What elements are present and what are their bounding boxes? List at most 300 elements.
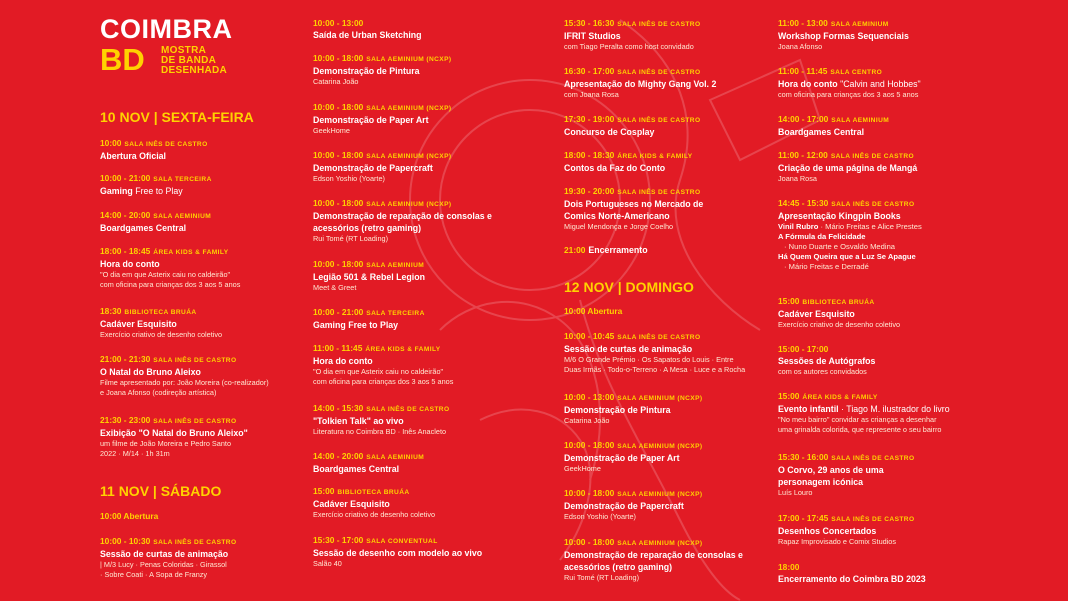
event-time-value: 10:00 - 18:00 <box>313 150 364 160</box>
event-title <box>313 319 523 331</box>
event-title <box>564 162 774 174</box>
event-item <box>100 536 310 580</box>
event-title-text: Cadáver Esquisito <box>100 319 177 329</box>
event-time-value: 10:00 - 10:45 <box>564 331 615 341</box>
event-title <box>778 162 988 174</box>
book-line <box>778 222 988 232</box>
event-time <box>313 259 523 271</box>
event-time <box>100 210 310 222</box>
event-time <box>778 452 928 464</box>
event-time-value: 18:30 <box>100 306 122 316</box>
event-title-text: Demonstração de Pintura <box>313 66 420 76</box>
event-time-value: 14:00 - 15:30 <box>313 403 364 413</box>
event-time <box>313 198 493 210</box>
event-venue: SALA AEMINIUM (NCXP) <box>366 201 452 208</box>
event-detail: · Sobre Coati · A Sopa de Franzy <box>100 570 208 579</box>
event-time <box>100 415 310 427</box>
event-time-value: 10:00 - 10:30 <box>100 536 151 546</box>
event-time-value: 21:00 - 21:30 <box>100 354 151 364</box>
event-time <box>564 18 774 30</box>
event-item <box>313 150 523 184</box>
book-title: Há Quem Queira que a Luz Se Apague <box>778 252 916 261</box>
event-time-value: 17:30 - 19:00 <box>564 114 615 124</box>
event-time <box>778 513 988 525</box>
event-venue: SALA INÊS DE CASTRO <box>617 21 701 28</box>
event-title <box>564 500 774 512</box>
event-title-text: Dois Portugueses no Mercado de Comics Norte-Americano <box>564 199 704 221</box>
event-venue: BIBLIOTECA BRUÁA <box>802 299 875 306</box>
coimbra-bd-logo <box>100 16 300 86</box>
event-venue: SALA AEMINIUM (NCXP) <box>366 153 452 160</box>
event-venue: SALA INÊS DE CASTRO <box>617 189 701 196</box>
event-venue: BIBLIOTECA BRUÁA <box>337 489 410 496</box>
event-title-text: Boardgames Central <box>313 464 400 474</box>
day-heading-11-nov: 11 NOV | SÁBADO <box>100 483 222 499</box>
event-detail: Catarina João <box>564 416 610 425</box>
event-item <box>564 114 774 138</box>
event-venue: SALA AEMINIUM <box>831 117 890 124</box>
book-authors: · Mário Freitas e Alice Prestes <box>818 222 922 231</box>
event-title-text: Boardgames Central <box>100 223 187 233</box>
event-detail: Rui Tomé (RT Loading) <box>564 573 640 582</box>
book-authors: · Mário Freitas e Derradé <box>784 262 869 271</box>
event-title-text: Evento infantil <box>778 404 839 414</box>
book-line <box>778 252 988 262</box>
event-time-value: 15:30 - 17:00 <box>313 535 364 545</box>
event-title-text: Sessão de desenho com modelo ao vivo <box>313 548 483 558</box>
event-venue: SALA CENTRO <box>830 69 883 76</box>
event-item <box>778 114 988 138</box>
event-time-value: 16:30 - 17:00 <box>564 66 615 76</box>
event-title <box>564 30 774 42</box>
event-venue: ÁREA KIDS & FAMILY <box>365 346 441 353</box>
event-time-value: 14:00 - 20:00 <box>313 451 364 461</box>
event-item <box>313 259 523 293</box>
event-time <box>100 536 310 548</box>
event-time-value: 15:00 <box>313 486 335 496</box>
event-detail: Duas Irmãs · Todo-o-Terreno · A Mesa · Luce e a Rocha <box>564 365 746 374</box>
event-venue: SALA AEMINIUM <box>153 213 212 220</box>
book-line <box>778 262 988 272</box>
event-title-text: Demonstração de reparação de consolas e acessórios (retro gaming) <box>313 211 492 233</box>
event-title <box>778 573 988 585</box>
event-item <box>564 66 774 100</box>
event-time <box>778 344 988 355</box>
event-detail: Filme apresentado por: João Moreira (co-realizador) <box>100 378 269 387</box>
event-item <box>100 415 310 459</box>
event-detail: Edson Yoshio (Yoarte) <box>564 512 636 521</box>
event-time <box>313 403 523 415</box>
event-time <box>564 186 714 198</box>
event-detail: 2022 · M/14 · 1h 31m <box>100 449 170 458</box>
event-detail: Rui Tomé (RT Loading) <box>313 234 389 243</box>
event-title <box>313 114 523 126</box>
event-venue: SALA INÊS DE CASTRO <box>153 418 237 425</box>
event-venue: SALA INÊS DE CASTRO <box>831 516 915 523</box>
event-item <box>313 102 523 136</box>
event-venue: SALA INÊS DE CASTRO <box>617 117 701 124</box>
event-time-value: 10:00 - 18:00 <box>313 102 364 112</box>
event-item <box>564 331 774 375</box>
event-title <box>564 452 774 464</box>
event-title-text: Sessões de Autógrafos <box>778 356 876 366</box>
event-title-text: Concurso de Cosplay <box>564 127 655 137</box>
event-item <box>778 562 988 585</box>
event-item <box>778 198 988 272</box>
event-item <box>778 513 988 547</box>
event-time <box>100 306 310 318</box>
event-time <box>564 331 774 343</box>
event-venue: SALA INÊS DE CASTRO <box>366 406 450 413</box>
event-title: Encerramento <box>588 245 648 255</box>
event-item <box>778 18 988 52</box>
event-item <box>100 246 310 290</box>
event-detail: com oficina para crianças dos 3 aos 5 anos <box>100 280 241 289</box>
event-item <box>313 198 493 244</box>
event-item <box>564 440 774 474</box>
event-title <box>564 343 774 355</box>
event-item <box>778 452 928 498</box>
event-time-value: 11:00 - 13:00 <box>778 18 828 28</box>
event-time-value: 10:00 - 21:00 <box>313 307 364 317</box>
event-title <box>313 498 523 510</box>
event-title-text: Apresentação Kingpin Books <box>778 211 901 221</box>
event-item <box>778 296 988 330</box>
logo-title: COIMBRA <box>100 14 233 44</box>
event-time <box>778 114 988 126</box>
event-detail: Catarina João <box>313 77 359 86</box>
book-line <box>778 242 988 252</box>
event-title-text: Criação de uma página de Mangá <box>778 163 918 173</box>
event-time <box>564 114 774 126</box>
event-title-text: Saída de Urban Sketching <box>313 30 422 40</box>
event-time <box>564 245 774 256</box>
event-detail: | M/3 Lucy · Penas Coloridas · Girassol <box>100 560 227 569</box>
event-detail: Meet & Greet <box>313 283 357 292</box>
event-detail: Edson Yoshio (Yoarte) <box>313 174 385 183</box>
event-venue: ÁREA KIDS & FAMILY <box>153 249 229 256</box>
event-venue: SALA AEMINIUM (NCXP) <box>366 105 452 112</box>
event-time-value: 10:00 Abertura <box>100 511 159 521</box>
event-time <box>313 451 523 463</box>
event-venue: SALA TERCEIRA <box>153 176 212 183</box>
event-time-value: 11:00 - 11:45 <box>778 66 828 76</box>
event-time <box>100 354 310 366</box>
event-time <box>564 150 774 162</box>
event-title <box>313 415 523 427</box>
event-venue: SALA INÊS DE CASTRO <box>830 153 915 160</box>
event-item <box>100 511 310 522</box>
event-item <box>778 344 988 377</box>
event-title-text: Desenhos Concertados <box>778 526 877 536</box>
event-time <box>313 150 523 162</box>
event-time <box>100 246 310 258</box>
event-title <box>778 355 988 367</box>
day-heading-10-nov: 10 NOV | SEXTA-FEIRA <box>100 109 254 125</box>
event-venue: SALA AEMINIUM (NCXP) <box>617 395 703 402</box>
event-title <box>778 78 988 90</box>
event-venue: SALA INÊS DE CASTRO <box>153 357 237 364</box>
event-venue: SALA AEMINIUM (NCXP) <box>366 56 452 63</box>
event-title <box>100 548 310 560</box>
event-detail: um filme de João Moreira e Pedro Santo <box>100 439 232 448</box>
event-time-value: 14:45 - 15:30 <box>778 198 829 208</box>
event-title-text: O Natal do Bruno Aleixo <box>100 367 201 377</box>
event-time-value: 10:00 - 21:00 <box>100 173 151 183</box>
event-venue: SALA INÊS DE CASTRO <box>617 69 701 76</box>
event-item <box>564 488 774 522</box>
event-title <box>778 525 988 537</box>
event-title <box>313 210 493 234</box>
event-time-value: 15:30 - 16:30 <box>564 18 615 28</box>
event-time <box>564 306 774 317</box>
event-detail: com Tiago Peralta como host convidado <box>564 42 694 51</box>
event-title-extra: "Calvin and Hobbes" <box>837 79 921 89</box>
event-title <box>778 30 988 42</box>
event-time-value: 10:00 Abertura <box>564 306 623 316</box>
event-time <box>778 562 988 573</box>
event-title-text: Sessão de curtas de animação <box>100 549 229 559</box>
event-title-text: Demonstração de Paper Art <box>313 115 429 125</box>
event-venue: SALA AEMINIUM <box>366 262 425 269</box>
event-detail: e Joana Afonso (codireção artística) <box>100 388 217 397</box>
event-venue: BIBLIOTECA BRUÁA <box>124 309 197 316</box>
event-title-text: Cadáver Esquisito <box>313 499 390 509</box>
event-detail: Exercício criativo de desenho coletivo <box>313 510 436 519</box>
event-item <box>564 392 774 426</box>
event-title-text: Demonstração de Paper Art <box>564 453 680 463</box>
event-time <box>564 66 774 78</box>
event-time-value: 11:00 - 11:45 <box>313 343 363 353</box>
event-title <box>564 126 774 138</box>
event-venue: SALA AEMINIUM (NCXP) <box>617 491 703 498</box>
event-title-text: IFRIT Studios <box>564 31 621 41</box>
event-item <box>564 306 774 317</box>
event-title <box>778 126 988 138</box>
event-title <box>100 150 310 162</box>
event-time-value: 15:30 - 16:00 <box>778 452 829 462</box>
book-title: Vinil Rubro <box>778 222 819 231</box>
event-title <box>100 427 310 439</box>
event-time-value: 10:00 - 18:00 <box>564 537 615 547</box>
event-venue: SALA AEMINIUM (NCXP) <box>617 443 703 450</box>
event-venue: SALA INÊS DE CASTRO <box>831 201 915 208</box>
event-item <box>313 451 523 475</box>
event-item <box>313 403 523 437</box>
event-detail: Joana Afonso <box>778 42 823 51</box>
event-item <box>564 245 774 256</box>
event-time <box>313 53 523 65</box>
event-detail: "O dia em que Asterix caiu no caldeirão" <box>313 367 444 376</box>
logo-bd: BD <box>100 42 145 77</box>
event-title-text: Hora do conto <box>100 259 160 269</box>
event-title-text: "Tolkien Talk" ao vivo <box>313 416 404 426</box>
day-heading-12-nov: 12 NOV | DOMINGO <box>564 279 694 295</box>
event-item <box>313 535 523 569</box>
event-title-text: Demonstração de Papercraft <box>313 163 433 173</box>
event-venue: SALA AEMINIUM (NCXP) <box>617 540 703 547</box>
event-title <box>100 318 310 330</box>
event-item <box>313 486 523 520</box>
event-time-value: 10:00 - 18:00 <box>313 198 364 208</box>
event-title-text: Gaming <box>100 186 133 196</box>
book-title: A Fórmula da Felicidade <box>778 232 866 241</box>
event-detail: "No meu bairro" convidar as crianças a desenhar <box>778 415 937 424</box>
event-time <box>778 198 988 210</box>
event-time-value: 10:00 - 18:00 <box>313 259 364 269</box>
event-time-value: 15:00 <box>778 391 800 401</box>
event-detail: "O dia em que Asterix caiu no caldeirão" <box>100 270 231 279</box>
event-item <box>100 138 310 162</box>
event-time <box>564 440 774 452</box>
event-title <box>313 355 523 367</box>
logo-tagline: MOSTRA DE BANDA DESENHADA <box>161 45 228 76</box>
event-time-value: 10:00 <box>100 138 122 148</box>
event-time-value: 18:00 - 18:30 <box>564 150 615 160</box>
event-title-extra: · Tiago M. ilustrador do livro <box>838 404 950 414</box>
event-title <box>100 222 310 234</box>
event-time-value: 14:00 - 20:00 <box>100 210 151 220</box>
event-time <box>778 66 988 78</box>
event-time-value: 19:30 - 20:00 <box>564 186 615 196</box>
event-title-text: Legião 501 & Rebel Legion <box>313 272 425 282</box>
event-detail: GeekHome <box>564 464 601 473</box>
event-time <box>564 488 774 500</box>
event-time <box>564 537 764 549</box>
event-title-extra: Free to Play <box>132 186 183 196</box>
event-title-text: Boardgames Central <box>778 127 865 137</box>
event-detail: com oficina para crianças dos 3 aos 5 anos <box>778 90 919 99</box>
event-title-text: Encerramento do Coimbra BD 2023 <box>778 574 926 584</box>
event-item <box>100 210 310 234</box>
event-item <box>313 18 523 41</box>
event-title <box>564 549 764 573</box>
event-detail: Luís Louro <box>778 488 813 497</box>
event-title <box>564 404 774 416</box>
event-time-value: 10:00 - 13:00 <box>313 18 364 28</box>
event-item <box>564 18 774 52</box>
event-time <box>313 535 523 547</box>
event-title <box>564 78 774 90</box>
event-detail: com os autores convidados <box>778 367 867 376</box>
event-time <box>564 392 774 404</box>
event-title <box>100 185 310 197</box>
event-time-value: 18:00 <box>778 562 800 572</box>
event-venue: SALA TERCEIRA <box>366 310 425 317</box>
event-detail: com Joana Rosa <box>564 90 619 99</box>
book-line <box>778 232 988 242</box>
event-title <box>313 162 523 174</box>
event-detail: GeekHome <box>313 126 350 135</box>
event-venue: ÁREA KIDS & FAMILY <box>802 394 878 401</box>
event-detail: Miguel Mendonça e Jorge Coelho <box>564 222 674 231</box>
event-title <box>778 308 988 320</box>
event-title-text: Hora do conto <box>313 356 373 366</box>
event-item <box>100 173 310 197</box>
book-authors: · Nuno Duarte e Osvaldo Medina <box>784 242 896 251</box>
event-time <box>100 173 310 185</box>
event-detail: Exercício criativo de desenho coletivo <box>100 330 223 339</box>
event-detail: Rapaz Improvisado e Comix Studios <box>778 537 897 546</box>
event-title <box>100 258 310 270</box>
event-time-value: 10:00 - 13:00 <box>564 392 615 402</box>
event-title-text: Demonstração de reparação de consolas e acessórios (retro gaming) <box>564 550 743 572</box>
event-venue: ÁREA KIDS & FAMILY <box>617 153 693 160</box>
event-title <box>313 271 523 283</box>
event-time-value: 21:30 - 23:00 <box>100 415 151 425</box>
event-item <box>313 307 523 331</box>
event-title-text: Workshop Formas Sequenciais <box>778 31 909 41</box>
event-title-text: Hora do conto <box>778 79 838 89</box>
event-title-text: Exibição "O Natal do Bruno Aleixo" <box>100 428 248 438</box>
event-venue: SALA INÊS DE CASTRO <box>124 141 208 148</box>
event-time <box>778 18 988 30</box>
event-venue: SALA INÊS DE CASTRO <box>617 334 701 341</box>
event-item <box>564 186 714 232</box>
event-title-text: Demonstração de Pintura <box>564 405 671 415</box>
event-item <box>100 354 310 398</box>
event-venue: SALA INÊS DE CASTRO <box>153 539 237 546</box>
event-time-value: 15:00 - 17:00 <box>778 344 829 354</box>
event-title <box>313 29 523 41</box>
event-venue: SALA AEMINIUM <box>830 21 889 28</box>
event-venue: SALA CONVENTUAL <box>366 538 438 545</box>
event-time-value: 15:00 <box>778 296 800 306</box>
event-detail: com oficina para crianças dos 3 aos 5 anos <box>313 377 454 386</box>
event-time <box>778 150 988 162</box>
event-title-text: Gaming Free to Play <box>313 320 399 330</box>
event-time <box>778 296 988 308</box>
event-time <box>313 343 523 355</box>
event-time <box>100 511 310 522</box>
event-item <box>100 306 310 340</box>
event-venue: SALA INÊS DE CASTRO <box>831 455 915 462</box>
event-title-text: Apresentação do Mighty Gang Vol. 2 <box>564 79 717 89</box>
event-title-text: O Corvo, 29 anos de uma personagem icónica <box>778 465 884 487</box>
event-time <box>313 102 523 114</box>
event-title <box>778 464 928 488</box>
event-item <box>564 537 764 583</box>
event-title <box>100 366 310 378</box>
event-title-text: Abertura Oficial <box>100 151 166 161</box>
event-item <box>564 150 774 174</box>
event-title-text: Sessão de curtas de animação <box>564 344 693 354</box>
event-time-value: 18:00 - 18:45 <box>100 246 151 256</box>
event-time <box>313 18 523 29</box>
event-title <box>313 65 523 77</box>
event-time-value: 10:00 - 18:00 <box>564 488 615 498</box>
event-time-value: 10:00 - 18:00 <box>564 440 615 450</box>
event-detail: Salão 40 <box>313 559 342 568</box>
event-title <box>778 210 988 222</box>
event-time-value: 11:00 - 12:00 <box>778 150 828 160</box>
event-time <box>313 486 523 498</box>
event-time-value: 14:00 - 17:00 <box>778 114 829 124</box>
event-time <box>313 307 523 319</box>
event-title-text: Contos da Faz do Conto <box>564 163 666 173</box>
event-time <box>100 138 310 150</box>
event-time-value: 17:00 - 17:45 <box>778 513 829 523</box>
event-item <box>778 150 988 184</box>
event-detail: Joana Rosa <box>778 174 817 183</box>
event-time-value: 21:00 <box>564 245 586 255</box>
event-item <box>778 66 988 100</box>
event-detail: Exercício criativo de desenho coletivo <box>778 320 901 329</box>
event-detail: M/6 O Grande Prémio · Os Sapatos do Louis · Entre <box>564 355 734 364</box>
event-title <box>313 547 523 559</box>
event-title <box>778 403 988 415</box>
event-title-text: Demonstração de Papercraft <box>564 501 684 511</box>
